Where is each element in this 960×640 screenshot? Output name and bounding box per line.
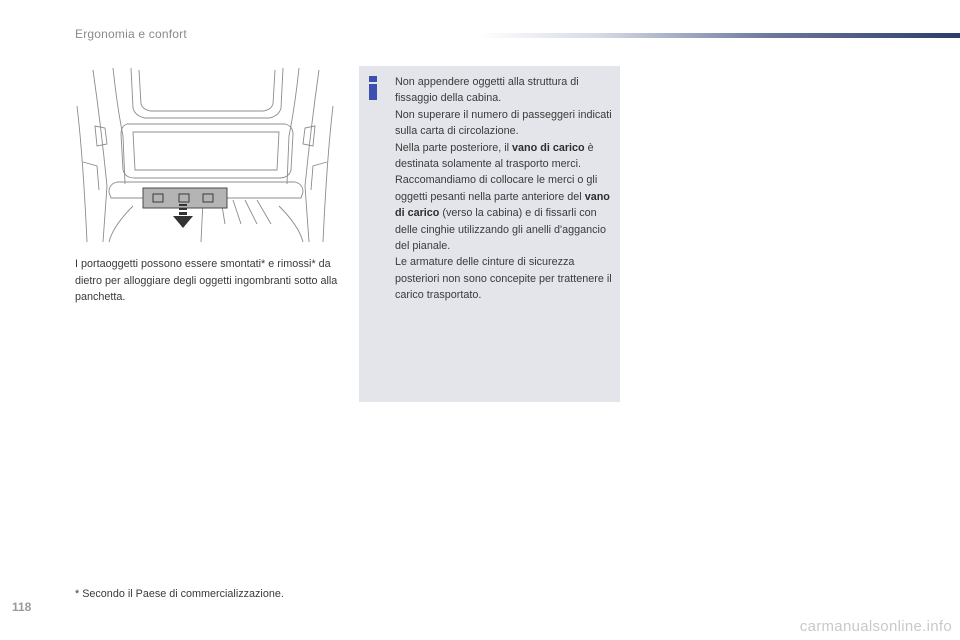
header-title: Ergonomia e confort xyxy=(75,27,187,41)
info-paragraph: Le armature delle cinture di sicurezza posteriori non sono concepite per trattenere il carico trasportato. xyxy=(395,256,612,302)
info-text xyxy=(395,74,617,304)
info-paragraph: Non appendere oggetti alla struttura di fissaggio della cabina. xyxy=(395,76,579,105)
cargo-term: vano di carico xyxy=(395,190,610,220)
watermark: carmanualsonline.info xyxy=(799,618,952,635)
info-paragraph: Nella parte posteriore, il vano di carico è destinata solamente al trasporto merci. xyxy=(395,141,594,171)
info-icon xyxy=(367,76,379,98)
info-paragraph: Non superare il numero di passeggeri indicati sulla carta di circolazione. xyxy=(395,108,612,138)
info-paragraph: Raccomandiamo di collocare le merci o gli oggetti pesanti nella parte anteriore del vano di carico (verso la cabina) e di fissarli con delle cinghie utilizzando gli anelli d'aggancio del pianale. xyxy=(395,174,610,253)
intro-paragraph: I portaoggetti possono essere smontati* e rimossi* da dietro per alloggiare degli oggetti ingombranti sotto alla panchetta. xyxy=(75,258,338,303)
info-box xyxy=(359,66,620,402)
cargo-term: vano di carico xyxy=(512,141,585,154)
page-number: 118 xyxy=(12,600,32,614)
cargo-storage-illustration xyxy=(73,66,337,244)
header-rule xyxy=(478,33,960,38)
footnote: * Secondo il Paese di commercializzazione. xyxy=(75,588,284,600)
